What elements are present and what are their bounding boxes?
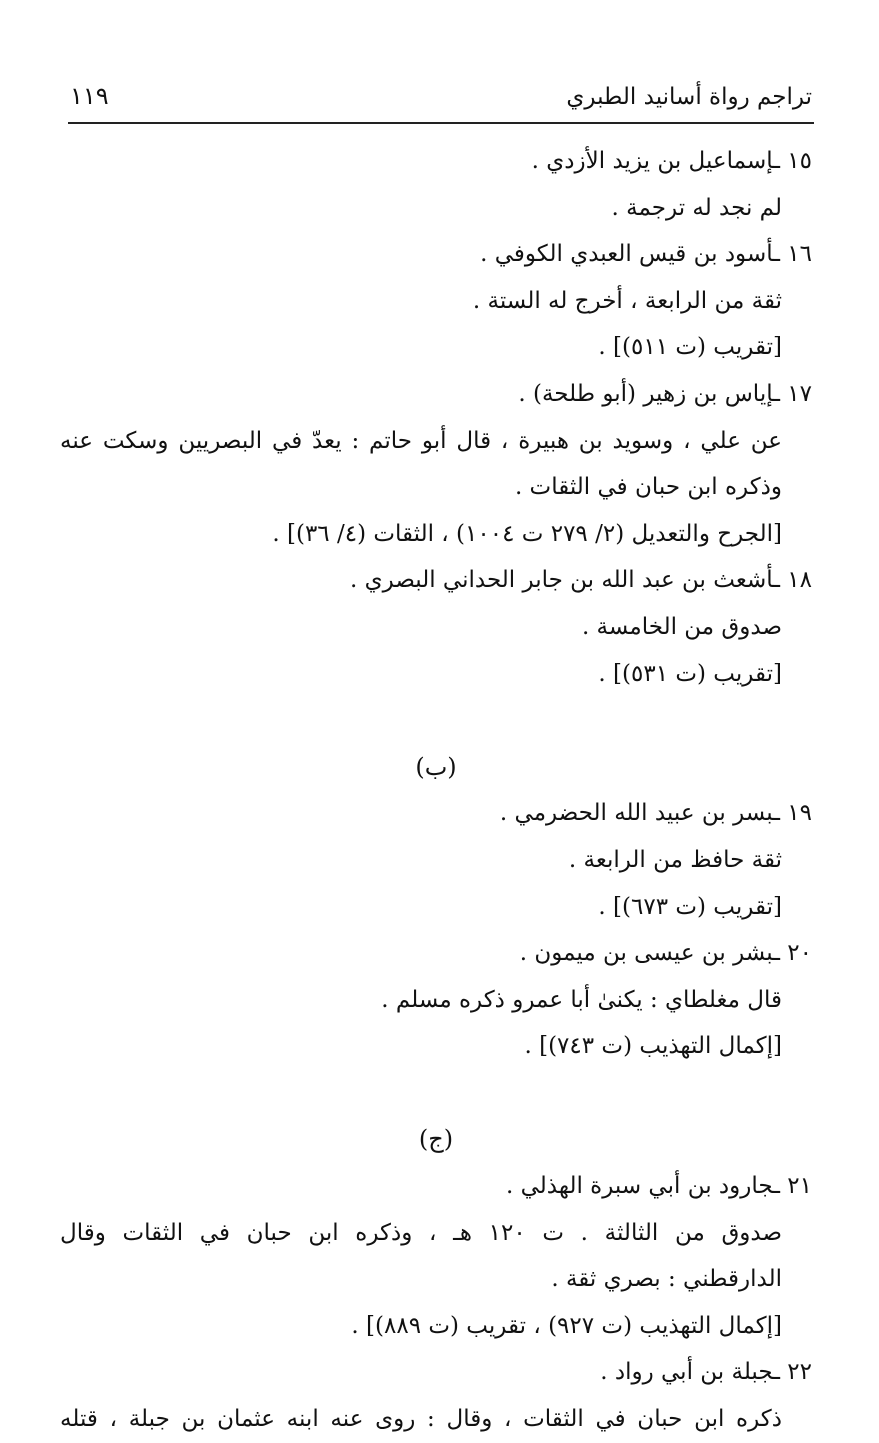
page-number: ١١٩ xyxy=(70,82,109,110)
section-letter-heading: (ج) xyxy=(418,1125,454,1154)
blank-line xyxy=(60,1070,812,1117)
text-line: صدوق من الخامسة . xyxy=(581,613,782,640)
running-title: تراجم رواة أسانيد الطبري xyxy=(566,84,812,110)
text-line: [تقريب (ت ٥٣١)] . xyxy=(598,660,782,687)
page-header xyxy=(68,78,814,124)
text-line: [إكمال التهذيب (ت ٩٢٧) ، تقريب (ت ٨٨٩)] . xyxy=(351,1312,782,1339)
entry-heading: ٢٢ ـجبلة بن أبي رواد . xyxy=(600,1359,812,1386)
text-line: قال مغلطاي : يكنىٰ أبا عمرو ذكره مسلم . xyxy=(381,986,782,1013)
text-line: عن علي ، وسويد بن هبيرة ، قال أبو حاتم : يعدّ في البصريين وسكت عنه xyxy=(60,427,782,454)
text-line: [تقريب (ت ٥١١)] . xyxy=(598,334,782,361)
text-line: صدوق من الثالثة . ت ١٢٠ هـ ، وذكره ابن حبان في الثقات وقال xyxy=(60,1219,783,1246)
entry-heading: ٢١ ـجارود بن أبي سبرة الهذلي . xyxy=(505,1173,812,1200)
text-line: الدارقطني : بصري ثقة . xyxy=(551,1266,782,1293)
section-letter-heading: (ب) xyxy=(415,752,457,781)
text-line: [تقريب (ت ٦٧٣)] . xyxy=(598,893,782,920)
text-line: لم نجد له ترجمة . xyxy=(611,194,782,221)
page-body xyxy=(60,138,812,1443)
text-line: [إكمال التهذيب (ت ٧٤٣)] . xyxy=(524,1033,782,1060)
text-line: ثقة حافظ من الرابعة . xyxy=(568,846,782,873)
text-line: وذكره ابن حبان في الثقات . xyxy=(514,474,782,501)
entry-heading: ١٨ ـأشعث بن عبد الله بن جابر الحداني البصري . xyxy=(350,567,812,594)
text-line: ثقة من الرابعة ، أخرج له الستة . xyxy=(472,287,782,314)
entry-heading: ٢٠ ـبشر بن عيسى بن ميمون . xyxy=(519,940,812,967)
entry-heading: ١٦ ـأسود بن قيس العبدي الكوفي . xyxy=(480,241,812,268)
entry-heading: ١٧ ـإياس بن زهير (أبو طلحة) . xyxy=(518,380,812,407)
entry-heading: ١٩ ـبسر بن عبيد الله الحضرمي . xyxy=(499,800,812,827)
entry-heading: ١٥ ـإسماعيل بن يزيد الأزدي . xyxy=(531,148,812,174)
text-line: ذكره ابن حبان في الثقات ، وقال : روى عنه ابنه عثمان بن جبلة ، قتله xyxy=(60,1406,782,1433)
blank-line xyxy=(60,697,812,744)
text-line: [الجرح والتعديل (٢/ ٢٧٩ ت ١٠٠٤) ، الثقات (٤/ ٣٦)] . xyxy=(272,520,782,547)
